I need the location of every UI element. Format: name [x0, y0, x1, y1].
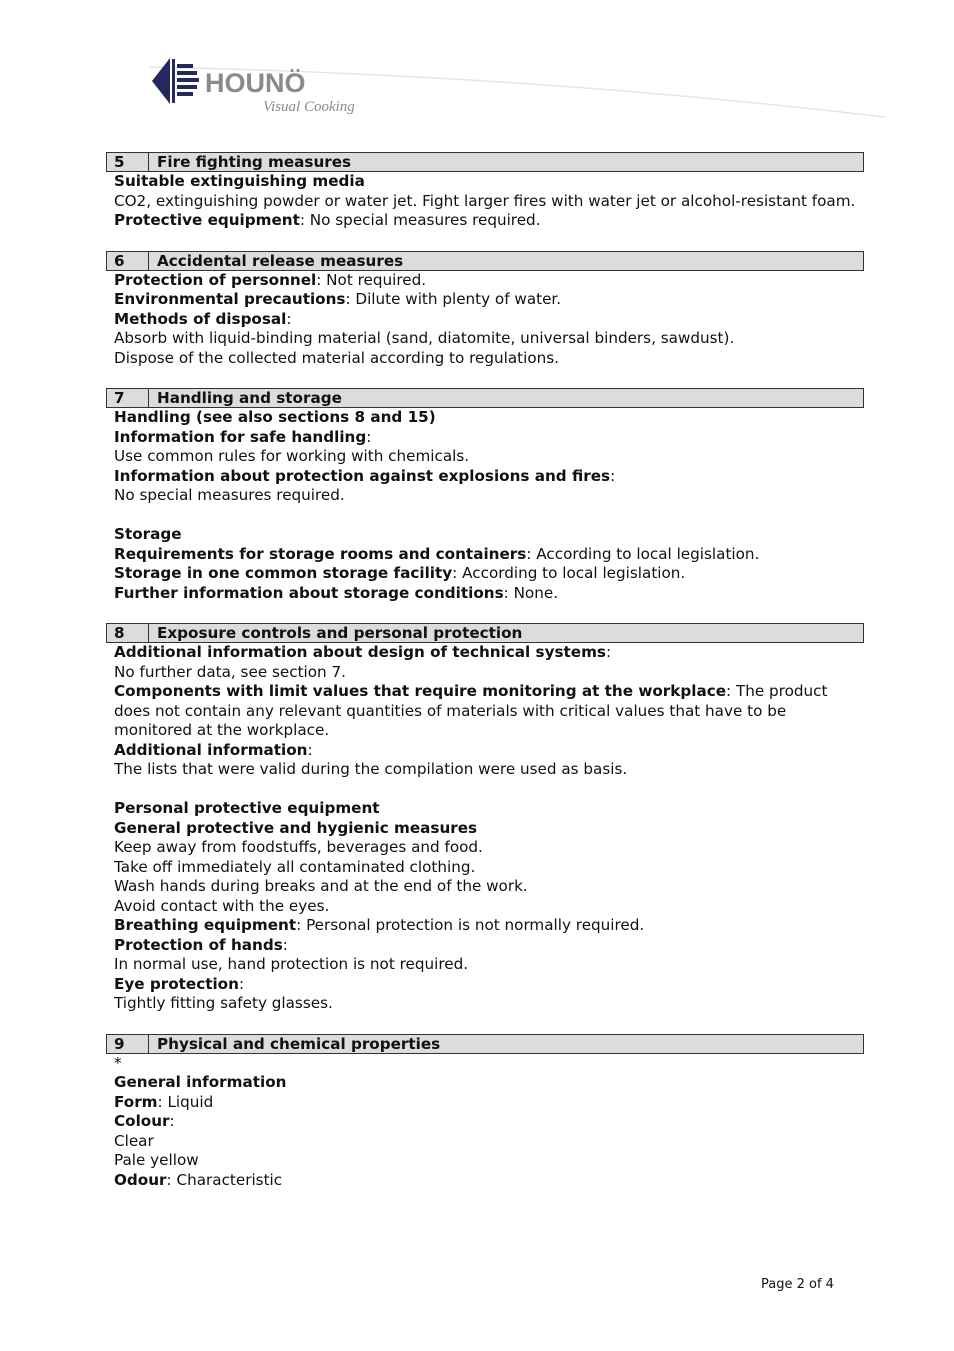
section-body [106, 1054, 864, 1191]
section-number: 9 [107, 1035, 149, 1053]
field-value: Clear [114, 1131, 154, 1150]
text-line [114, 741, 864, 761]
text-line [114, 1171, 864, 1191]
logo-brand-text: HOUNÖ [205, 68, 306, 98]
field-value: : None. [503, 583, 559, 602]
field-label: Additional information [114, 740, 308, 759]
field-label: Breathing equipment [114, 916, 297, 934]
text-line [114, 955, 864, 975]
field-value: Wash hands during breaks and at the end of the work. [114, 877, 528, 895]
field-label: General protective and hygienic measures [114, 818, 478, 837]
section-body [106, 408, 864, 603]
field-label: Storage in one common storage facility [114, 564, 453, 582]
field-label: Protection of personnel [114, 270, 317, 289]
section-header [106, 388, 864, 408]
text-line [114, 819, 864, 839]
text-line [114, 192, 864, 212]
text-line [114, 172, 864, 192]
section-title: Exposure controls and personal protection [157, 624, 523, 642]
field-label: Information for safe handling [114, 427, 367, 446]
section-body [106, 271, 864, 369]
text-line [114, 1112, 864, 1132]
text-line [114, 428, 864, 448]
field-value: * [114, 1053, 122, 1072]
text-line [114, 329, 864, 349]
section-header [106, 251, 864, 271]
blank-line [114, 780, 864, 800]
field-value: No further data, see section 7. [114, 662, 347, 681]
text-line [114, 858, 864, 878]
field-label: Storage [114, 525, 182, 543]
document-body [106, 152, 864, 1190]
company-logo [150, 55, 890, 125]
text-line [114, 1054, 864, 1074]
text-line [114, 525, 864, 545]
field-label: Methods of disposal [114, 309, 287, 328]
field-label: General information [114, 1073, 287, 1091]
field-label: Components with limit values that require monitoring at the workplace [114, 682, 727, 700]
field-label: Protective equipment [114, 211, 300, 229]
field-value: : Liquid [157, 1092, 214, 1111]
field-value: : Characteristic [166, 1170, 283, 1189]
text-line [114, 1093, 864, 1113]
text-line [114, 1132, 864, 1152]
text-line [114, 349, 864, 369]
section-number: 7 [107, 389, 149, 407]
section-header [106, 1034, 864, 1054]
text-line [114, 271, 864, 291]
section-header [106, 623, 864, 643]
text-line [114, 290, 864, 310]
field-label: Suitable extinguishing media [114, 172, 365, 190]
section-body [106, 172, 864, 231]
text-line [114, 994, 864, 1014]
text-line [114, 975, 864, 995]
section-number: 5 [107, 153, 149, 171]
field-value: CO2, extinguishing powder or water jet. Fight larger fires with water jet or alcohol-resistant foam. [114, 191, 856, 210]
field-value: The lists that were valid during the compilation were used as basis. [114, 760, 628, 778]
field-label: Handling (see also sections 8 and 15) [114, 408, 436, 426]
section-header [106, 152, 864, 172]
section-number: 6 [107, 252, 149, 270]
field-label: Further information about storage conditions [114, 583, 504, 602]
field-label: Information about protection against explosions and fires [114, 466, 611, 485]
field-value: : Not required. [316, 270, 427, 289]
field-value: : According to local legislation. [452, 564, 686, 582]
text-line [114, 682, 864, 741]
field-label: Eye protection [114, 974, 239, 993]
text-line [114, 799, 864, 819]
text-line [114, 467, 864, 487]
field-value: : Dilute with plenty of water. [345, 290, 562, 308]
field-value: : The product does not contain any relevant quantities of materials with critical values that have to be monitored at the workplace. [114, 682, 828, 739]
field-label: Personal protective equipment [114, 799, 380, 817]
field-label: Environmental precautions [114, 290, 346, 308]
field-label: Protection of hands [114, 935, 283, 954]
text-line [114, 936, 864, 956]
field-value: : [610, 466, 616, 485]
section-title: Fire fighting measures [157, 153, 352, 171]
field-value: : [605, 643, 612, 661]
field-value: : [169, 1112, 175, 1130]
field-value: : [286, 309, 292, 328]
section-title: Handling and storage [157, 389, 342, 407]
field-value: : [282, 935, 288, 954]
logo-tagline-text: Visual Cooking [263, 99, 355, 115]
section-title: Physical and chemical properties [157, 1034, 441, 1053]
field-value: : According to local legislation. [526, 544, 760, 563]
field-label: Additional information about design of technical systems [114, 643, 606, 661]
text-line [114, 916, 864, 936]
text-line [114, 877, 864, 897]
text-line [114, 486, 864, 506]
field-value: : [366, 427, 372, 446]
text-line [114, 643, 864, 663]
field-label: Form [114, 1092, 158, 1111]
text-line [114, 584, 864, 604]
text-line [114, 1073, 864, 1093]
text-line [114, 310, 864, 330]
text-line [114, 1151, 864, 1171]
field-value: Use common rules for working with chemicals. [114, 447, 470, 465]
text-line [114, 545, 864, 565]
field-value: Take off immediately all contaminated clothing. [114, 857, 476, 876]
field-label: Colour [114, 1112, 170, 1130]
section-title: Accidental release measures [157, 251, 404, 270]
field-value: Pale yellow [114, 1151, 199, 1169]
field-value: : Personal protection is not normally required. [296, 916, 645, 934]
text-line [114, 447, 864, 467]
text-line [114, 564, 864, 584]
text-line [114, 760, 864, 780]
field-label: Odour [114, 1170, 167, 1189]
logo-mark-icon [152, 58, 199, 104]
text-line [114, 663, 864, 683]
section-number: 8 [107, 624, 149, 642]
field-value: : [307, 740, 313, 759]
field-value: Tightly fitting safety glasses. [114, 994, 333, 1012]
text-line [114, 838, 864, 858]
section-body [106, 643, 864, 1014]
blank-line [114, 506, 864, 526]
field-value: Absorb with liquid-binding material (sand, diatomite, universal binders, sawdust). [114, 329, 735, 347]
field-value: Avoid contact with the eyes. [114, 896, 330, 915]
field-value: Keep away from foodstuffs, beverages and food. [114, 838, 483, 856]
page-number: Page 2 of 4 [761, 1277, 834, 1292]
field-value: In normal use, hand protection is not required. [114, 955, 469, 973]
field-value: : No special measures required. [299, 211, 541, 229]
field-value: No special measures required. [114, 486, 345, 504]
field-value: Dispose of the collected material according to regulations. [114, 348, 560, 367]
field-label: Requirements for storage rooms and containers [114, 544, 527, 563]
field-value: : [238, 974, 245, 993]
text-line [114, 211, 864, 231]
text-line [114, 408, 864, 428]
text-line [114, 897, 864, 917]
